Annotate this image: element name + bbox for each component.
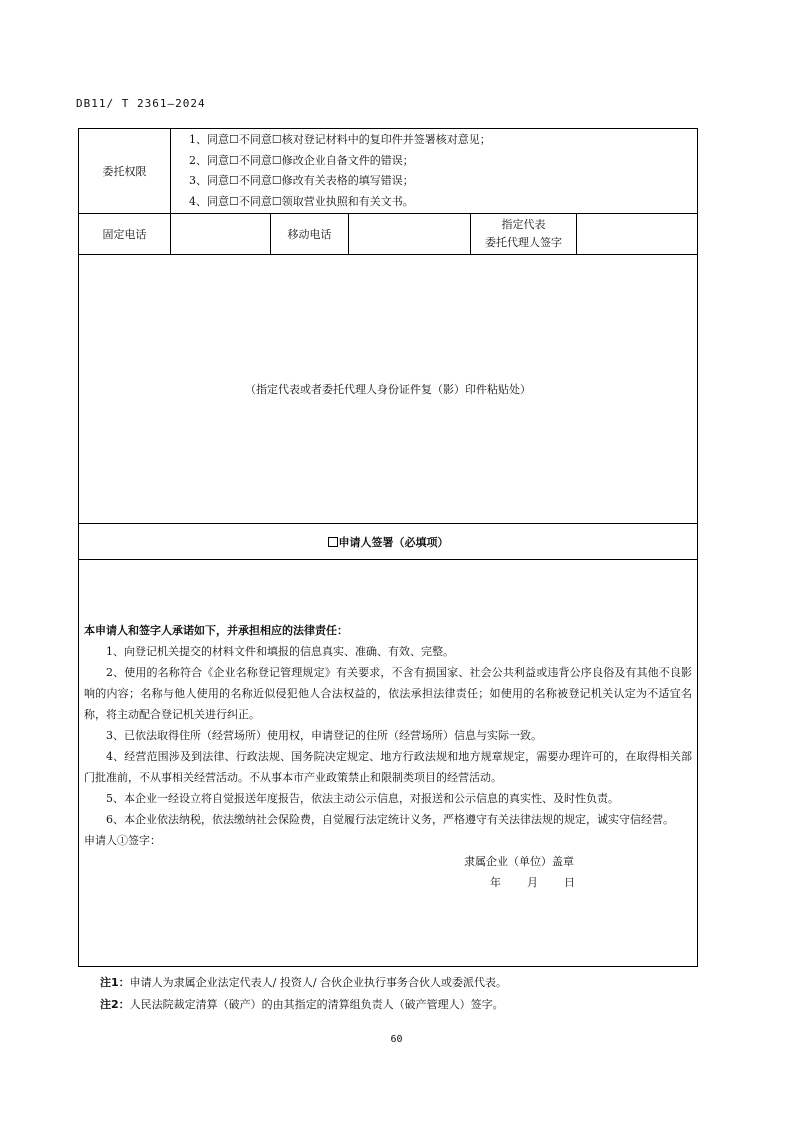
page-number: 60 (390, 1034, 403, 1045)
note-2-text: 人民法院裁定清算（破产）的由其指定的清算组负责人（破产管理人）签字。 (129, 998, 504, 1011)
pledge-item-3: 3、已依法取得住所（经营场所）使用权，申请登记的住所（经营场所）信息与实际一致。 (106, 729, 542, 742)
standard-code: DB11/ T 2361—2024 (76, 97, 206, 110)
pledge-item-5: 5、本企业一经设立将自觉报送年度报告，依法主动公示信息，对报送和公示信息的真实性、及时性负责。 (106, 792, 619, 805)
note-2 (100, 994, 507, 1016)
authorization-option-3[interactable]: 3、同意☐不同意☐修改有关表格的填写错误； (189, 174, 414, 187)
pledge-item-2: 2、使用的名称符合《企业名称登记管理规定》有关要求，不含有损国家、社会公共利益或违背公序良俗及有其他不良影响的内容；名称与他人使用的名称近似侵犯他人合法权益的，依法承担法律责任；如使用的名称被登记机关认定为不适宜名称，将主动配合登记机关进行纠正。 (84, 666, 693, 721)
landline-field[interactable] (171, 214, 271, 255)
authorization-option-1[interactable]: 1、同意☐不同意☐核对登记材料中的复印件并签署核对意见； (189, 133, 491, 146)
authorization-option-4[interactable]: 4、同意☐不同意☐领取营业执照和有关文书。 (189, 194, 414, 208)
authorization-form (78, 128, 698, 967)
authorization-row (79, 129, 698, 214)
applicant-sign-label[interactable]: 申请人①签字： (84, 834, 161, 847)
date-line (84, 872, 692, 893)
signature-label (471, 214, 577, 255)
note-1 (100, 972, 507, 994)
signature-label-line2: 委托代理人签字 (485, 236, 562, 249)
pledge-cell (79, 560, 698, 967)
id-copy-row (79, 255, 698, 524)
footnotes (100, 972, 507, 1016)
contact-row (79, 214, 698, 255)
pledge-row (79, 560, 698, 967)
note-1-tag: 注1： (100, 976, 130, 989)
mobile-label: 移动电话 (271, 214, 349, 255)
pledge-item-1: 1、向登记机关提交的材料文件和填报的信息真实、准确、有效、完整。 (106, 645, 454, 658)
date-year: 年 (490, 876, 501, 889)
applicant-signature-header (79, 524, 698, 560)
date-month: 月 (527, 876, 538, 889)
note-2-tag: 注2： (100, 998, 130, 1011)
authorization-label: 委托权限 (79, 129, 171, 214)
mobile-field[interactable] (349, 214, 471, 255)
landline-label: 固定电话 (79, 214, 171, 255)
pledge-item-4: 4、经营范围涉及到法律、行政法规、国务院决定规定、地方行政法规和地方规章规定，需要办理许可的，在取得相关部门批准前，不从事相关经营活动。不从事本市产业政策禁止和限制类项目的经营活动。 (84, 750, 693, 784)
seal-label: 隶属企业（单位）盖章 (464, 855, 574, 868)
date-day: 日 (564, 876, 575, 889)
note-1-text: 申请人为隶属企业法定代表人/ 投资人/ 合伙企业执行事务合伙人或委派代表。 (129, 976, 508, 989)
pledge-item-6: 6、本企业依法纳税，依法缴纳社会保险费，自觉履行法定统计义务，严格遵守有关法律法规的规定，诚实守信经营。 (106, 813, 674, 826)
authorization-option-2[interactable]: 2、同意☐不同意☐修改企业自备文件的错误； (189, 153, 414, 167)
signature-field[interactable] (577, 214, 698, 255)
authorization-options (171, 129, 698, 214)
checkbox-icon[interactable] (328, 537, 338, 547)
id-copy-area[interactable] (79, 255, 698, 524)
applicant-signature-title: 申请人签署（必填项） (338, 535, 449, 549)
signature-label-line1: 指定代表 (501, 218, 546, 231)
pledge-title: 本申请人和签字人承诺如下，并承担相应的法律责任： (84, 624, 348, 637)
id-copy-placeholder: （指定代表或者委托代理人身份证件复（影）印件粘贴处） (245, 383, 532, 396)
applicant-signature-row (79, 524, 698, 560)
